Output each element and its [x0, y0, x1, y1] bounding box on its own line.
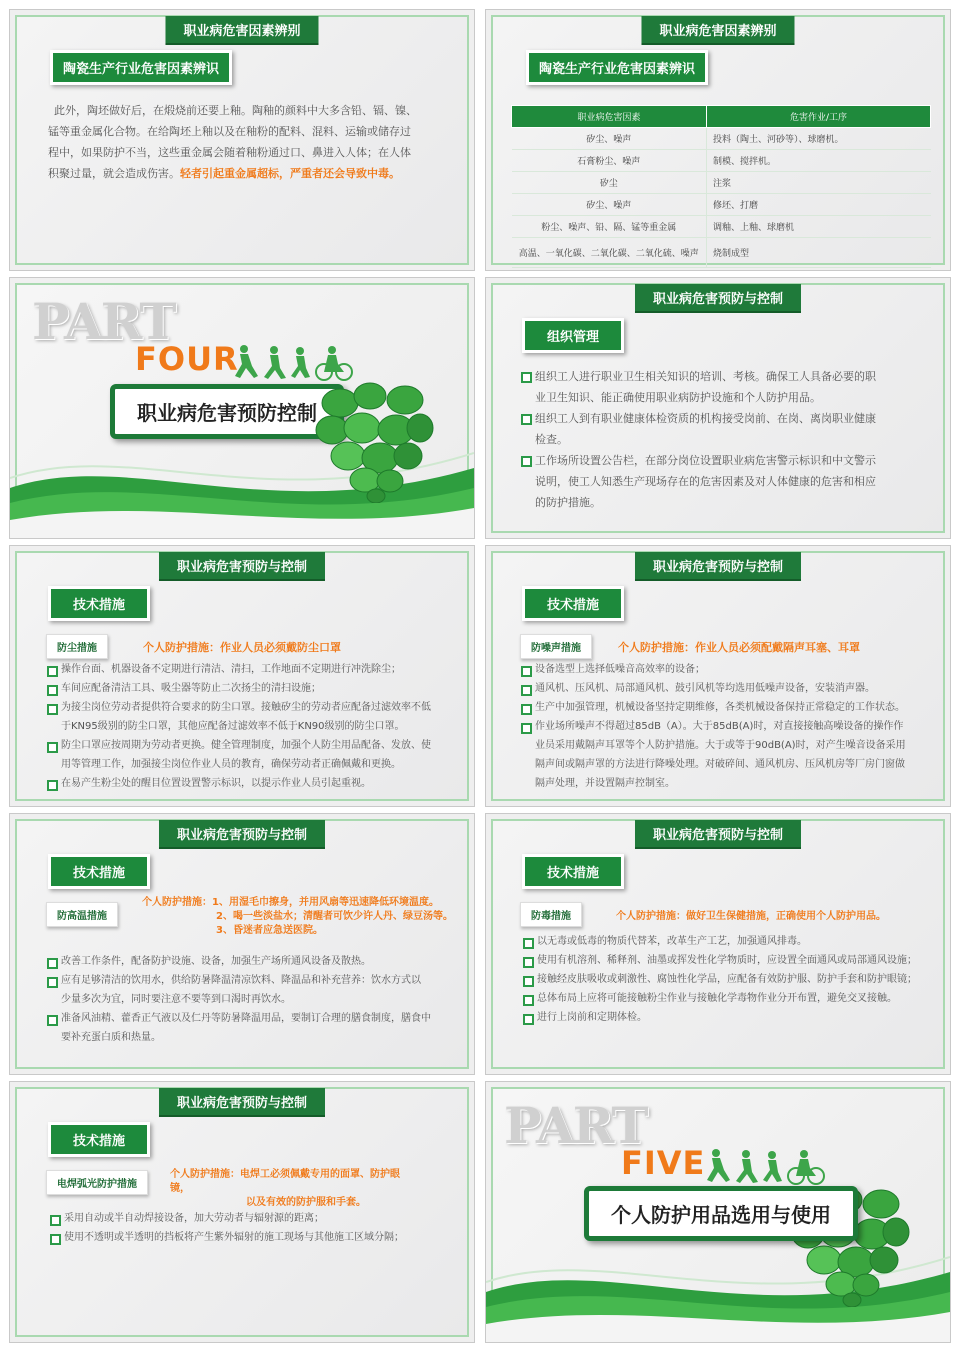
list-item: 车间应配备清洁工具、吸尘器等防止二次扬尘的清扫设施； [47, 679, 457, 698]
protection-headline: 个人防护措施：作业人员必须配戴隔声耳塞、耳罩 [618, 641, 860, 654]
slide-noise-measures[interactable] [485, 545, 951, 807]
slide-banner: 职业病危害预防与控制 [635, 820, 801, 849]
table-cell: 矽尘 [512, 172, 707, 194]
table-header-cell: 职业病危害因素 [512, 106, 707, 128]
table-cell: 制模、搅拌机。 [707, 150, 931, 172]
list-item: 采用自动或半自动焊接设备，加大劳动者与辐射源的距离； [50, 1209, 460, 1228]
table-row [512, 194, 931, 216]
list-item: 生产中加强管理，机械设备坚持定期维修，各类机械设备保持正常稳定的工作状态。 [521, 698, 936, 717]
measure-subtag: 防尘措施 [46, 634, 108, 659]
list-item: 进行上岗前和定期体检。 [523, 1008, 943, 1027]
table-cell: 粉尘、噪声、铅、隔、锰等重金属 [512, 216, 707, 238]
section-tag: 技术措施 [522, 586, 624, 621]
table-header-cell: 危害作业/工序 [707, 106, 931, 128]
slide-banner: 职业病危害因素辨别 [641, 16, 794, 45]
table-row [512, 216, 931, 238]
slide-toxic-measures[interactable] [485, 813, 951, 1075]
section-tag: 技术措施 [48, 854, 150, 889]
table-cell: 矽尘、噪声 [512, 128, 707, 150]
slide-banner: 职业病危害预防与控制 [159, 820, 325, 849]
slide-banner: 职业病危害预防与控制 [159, 1088, 325, 1117]
measure-subtag: 防高温措施 [46, 902, 118, 927]
paragraph-line: 积聚过量，就会造成伤害。 [48, 167, 180, 180]
bullet-list [47, 660, 457, 793]
bullet-list [521, 660, 936, 793]
table-cell: 注浆 [707, 172, 931, 194]
hazard-table [511, 105, 931, 268]
slide-hazard-identification-text[interactable] [9, 9, 475, 271]
table-row [512, 238, 931, 268]
list-item: 在易产生粉尘处的醒目位置设置警示标识，以提示作业人员引起重视。 [47, 774, 457, 793]
part-title: 职业病危害预防控制 [110, 384, 344, 439]
leaf-heart-icon [310, 378, 440, 503]
list-item: 组织工人到有职业健康体检资质的机构接受岗前、在岗、离岗职业健康 检查。 [521, 408, 921, 450]
slide-banner: 职业病危害预防与控制 [159, 552, 325, 581]
list-item: 总体布局上应将可能接触粉尘作业与接触化学毒物作业分开布置，避免交叉接触。 [523, 989, 943, 1008]
slide-heat-measures[interactable] [9, 813, 475, 1075]
list-item: 以无毒或低毒的物质代替苯，改革生产工艺，加强通风排毒。 [523, 932, 943, 951]
bullet-list [50, 1209, 460, 1247]
list-item: 通风机、压风机、局部通风机、鼓引风机等均选用低噪声设备，安装消声器。 [521, 679, 936, 698]
list-item: 接触经皮肤吸收或刺激性、腐蚀性化学品，应配备有效防护服、防护手套和防护眼镜； [523, 970, 943, 989]
measure-subtag: 电焊弧光防护措施 [46, 1170, 148, 1195]
list-item: 改善工作条件，配备防护设施、设备，加强生产场所通风设备及散热。 [47, 952, 457, 971]
table-cell: 烧制成型 [707, 238, 931, 268]
list-item: 操作台面、机器设备不定期进行清洁、清扫，工作地面不定期进行冲洗除尘； [47, 660, 457, 679]
protection-headline: 个人防护措施：作业人员必须戴防尘口罩 [143, 641, 341, 654]
bullet-list [521, 366, 921, 513]
paragraph-line: 程中，如果防护不当，这些重金属会随着釉粉通过口、鼻进入人体；在人体 [48, 146, 411, 159]
part-number: FIVE [621, 1144, 706, 1182]
slide-hazard-table[interactable] [485, 9, 951, 271]
table-cell: 矽尘、噪声 [512, 194, 707, 216]
table-cell: 高温、一氧化碳、二氧化碳、二氧化硫、噪声 [512, 238, 707, 268]
list-item: 防尘口罩应按周期为劳动者更换。健全管理制度，加强个人防尘用品配备、发放、使 用等管理工作，加强接尘岗位作业人员的教育，确保劳动者正确佩戴和更换。 [47, 736, 457, 774]
table-cell: 修坯、打磨 [707, 194, 931, 216]
slide-part-four[interactable] [9, 277, 475, 539]
list-item: 准备风油精、藿香正气液以及仁丹等防暑降温用品，要制订合理的膳食制度，膳食中 要补充蛋白质和热量。 [47, 1009, 457, 1047]
slide-banner: 职业病危害预防与控制 [635, 284, 801, 313]
list-item: 应有足够清洁的饮用水，供给防暑降温清凉饮料、降温品和补充营养：饮水方式以 少量多次为宜，同时要注意不要等到口渴时再饮水。 [47, 971, 457, 1009]
slide-dust-measures[interactable] [9, 545, 475, 807]
bullet-list [523, 932, 943, 1027]
part-word: PART [32, 292, 175, 351]
protection-headline: 个人防护措施：做好卫生保健措施，正确使用个人防护用品。 [616, 911, 886, 922]
section-tag: 陶瓷生产行业危害因素辨识 [526, 50, 708, 85]
table-row [512, 150, 931, 172]
table-header-row [512, 106, 931, 128]
list-item: 使用不透明或半透明的挡板将产生紫外辐射的施工现场与其他施工区域分隔； [50, 1228, 460, 1247]
protection-headline: 个人防护措施：电焊工必须佩戴专用的面罩、防护眼 镜， 以及有效的防护服和手套。 [170, 1169, 400, 1208]
list-item: 工作场所设置公告栏，在部分岗位设置职业病危害警示标识和中文警示 说明，使工人知悉生产现场存在的危害因素及对人体健康的危害和相应 的防护措施。 [521, 450, 921, 513]
section-tag: 技术措施 [48, 586, 150, 621]
highlight-text: 轻者引起重金属超标，严重者还会导致中毒。 [180, 167, 400, 180]
table-cell: 石膏粉尘、噪声 [512, 150, 707, 172]
paragraph-line: 此外，陶坯做好后，在煅烧前还要上釉。陶釉的颜料中大多含铅、镉、镍、 [54, 104, 417, 117]
section-tag: 组织管理 [522, 318, 624, 353]
table-cell: 调釉、上釉、球磨机 [707, 216, 931, 238]
list-item: 作业场所噪声不得超过85dB（A）。大于85dB(A)时，对直接接触高噪设备的操作作 业员采用戴隔声耳罩等个人防护措施。大于或等于90dB(A)时，对产生噪音设备采用 隔声间或隔声罩的方法进行降噪处理。对破碎间、通风机房、压风机房等厂房门窗做 隔声处理，并设置隔声控制室。 [521, 717, 936, 793]
protection-headline: 个人防护措施：1、用湿毛巾擦身，并用风扇等迅速降低环境温度。 2、喝一些淡盐水；清醒者可饮少许人丹、绿豆汤等。 3、昏迷者应急送医院。 [142, 897, 453, 936]
slide-banner: 职业病危害预防与控制 [635, 552, 801, 581]
slide-banner: 职业病危害因素辨别 [165, 16, 318, 45]
part-number: FOUR [135, 340, 239, 378]
table-cell: 投料（陶土、河砂等）、球磨机。 [707, 128, 931, 150]
list-item: 为接尘岗位劳动者提供符合要求的防尘口罩。接触矽尘的劳动者应配备过滤效率不低 于KN95级别的防尘口罩，其他应配备过滤效率不低于KN90级别的防尘口罩。 [47, 698, 457, 736]
measure-subtag: 防毒措施 [520, 902, 582, 927]
paragraph-line: 锰等重金属化合物。在给陶坯上釉以及在釉粉的配料、混料、运输或储存过 [48, 125, 411, 138]
table-row [512, 128, 931, 150]
part-title: 个人防护用品选用与使用 [584, 1186, 858, 1241]
section-tag: 陶瓷生产行业危害因素辨识 [50, 50, 232, 85]
section-tag: 技术措施 [48, 1122, 150, 1157]
part-word: PART [504, 1096, 647, 1155]
slide-organization-management[interactable] [485, 277, 951, 539]
paragraph [48, 100, 448, 184]
slide-part-five[interactable] [485, 1081, 951, 1343]
list-item: 设备选型上选择低噪音高效率的设备； [521, 660, 936, 679]
bullet-list [47, 952, 457, 1047]
measure-subtag: 防噪声措施 [520, 634, 592, 659]
table-row [512, 172, 931, 194]
section-tag: 技术措施 [522, 854, 624, 889]
list-item: 使用有机溶剂、稀释剂、油墨或挥发性化学物质时，应设置全面通风或局部通风设施； [523, 951, 943, 970]
list-item: 组织工人进行职业卫生相关知识的培训、考核。确保工人具备必要的职 业卫生知识、能正确使用职业病防护设施和个人防护用品。 [521, 366, 921, 408]
slide-arc-light-measures[interactable] [9, 1081, 475, 1343]
